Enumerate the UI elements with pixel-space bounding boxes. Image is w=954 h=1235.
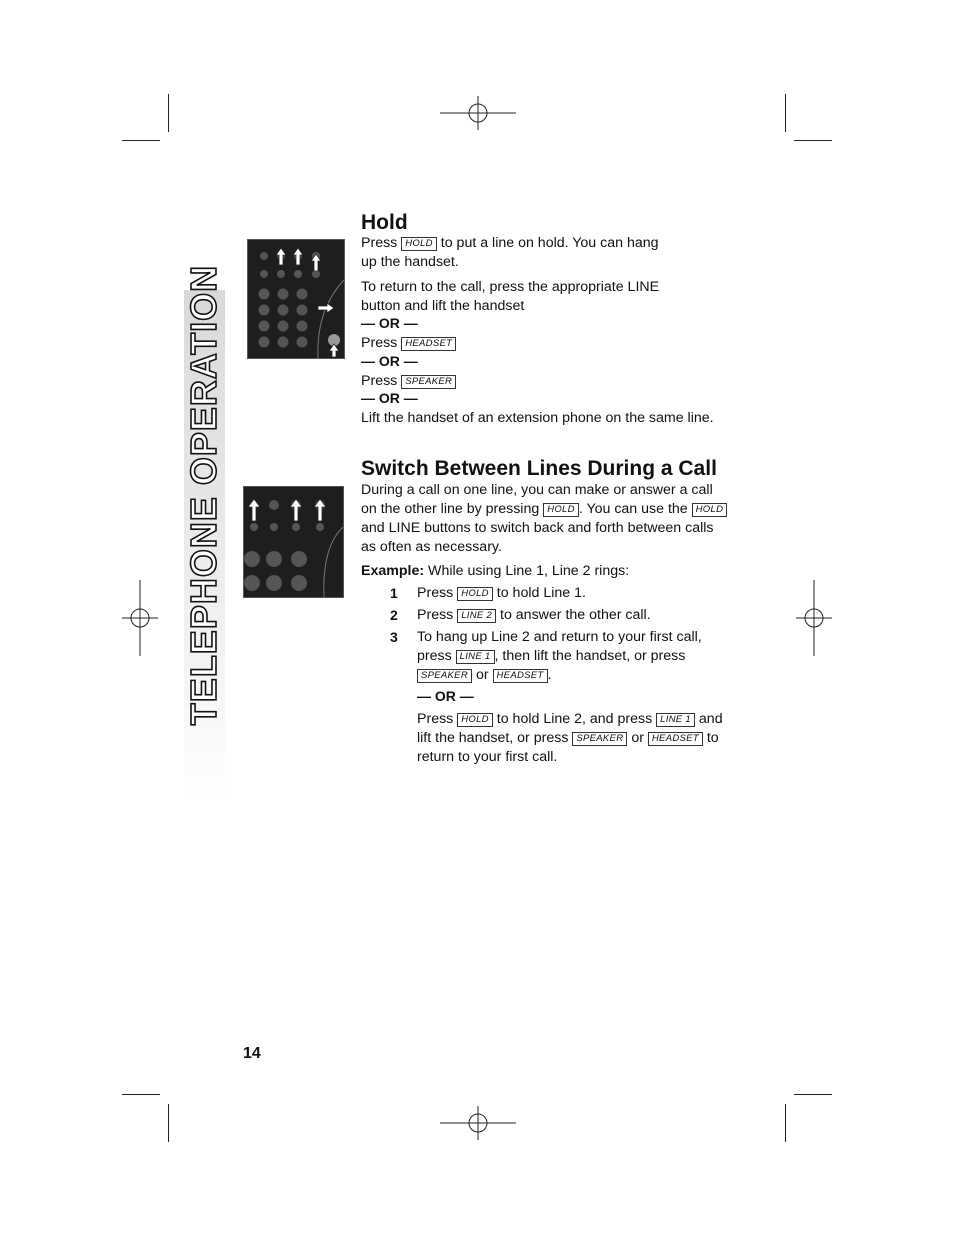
step-3-alternative: Press HOLD to hold Line 2, and press LINE 1 and lift the handset, or press SPEAKER or HEADSET to return to your first call. <box>417 711 723 765</box>
registration-mark-right <box>796 580 832 656</box>
example-label: Example: <box>361 563 425 579</box>
line1-key: LINE 1 <box>456 650 495 664</box>
example-line: Example: While using Line 1, Line 2 rings: <box>361 563 630 579</box>
or-separator: — OR — <box>361 390 418 406</box>
headset-key: HEADSET <box>648 732 703 746</box>
speaker-key: SPEAKER <box>417 669 472 683</box>
or-separator: — OR — <box>361 315 418 331</box>
hold-press-speaker: Press SPEAKER <box>361 372 731 391</box>
registration-mark-top <box>440 96 516 130</box>
registration-mark-bottom <box>440 1106 516 1140</box>
switch-paragraph-1: During a call on one line, you can make or answer a call on the other line by pressing HOLD . You can use the HOLD and LINE buttons to switch back and forth between calls as often as necessary. <box>361 481 731 557</box>
hold-key: HOLD <box>401 237 437 251</box>
crop-mark <box>794 1094 832 1095</box>
speaker-key: SPEAKER <box>572 732 627 746</box>
step-number: 1 <box>390 585 398 601</box>
step-2: Press LINE 2 to answer the other call. <box>417 607 651 623</box>
hold-heading: Hold <box>361 211 408 234</box>
headset-key: HEADSET <box>401 337 456 351</box>
hold-key: HOLD <box>692 503 728 517</box>
line2-key: LINE 2 <box>457 609 496 623</box>
crop-mark <box>785 1104 786 1142</box>
crop-mark <box>122 1094 160 1095</box>
registration-mark-left <box>122 580 158 656</box>
crop-mark <box>168 94 169 132</box>
step-number: 2 <box>390 607 398 623</box>
or-separator: — OR — <box>417 688 474 704</box>
step-3: To hang up Line 2 and return to your first call, press LINE 1 , then lift the handset, or press SPEAKER or HEADSET . <box>417 629 702 683</box>
step-1: Press HOLD to hold Line 1. <box>417 585 586 601</box>
switch-heading: Switch Between Lines During a Call <box>361 457 717 480</box>
side-title: TELEPHONE OPERATION <box>183 264 224 726</box>
step-number: 3 <box>390 629 398 645</box>
hold-press-headset: Press HEADSET <box>361 334 731 353</box>
crop-mark <box>122 140 160 141</box>
or-separator: — OR — <box>361 353 418 369</box>
hold-paragraph-last: Lift the handset of an extension phone on the same line. <box>361 410 714 426</box>
speaker-key: SPEAKER <box>401 375 456 389</box>
hold-key: HOLD <box>543 503 579 517</box>
hold-paragraph-1: Press HOLD to put a line on hold. You can hang up the handset. <box>361 235 659 270</box>
page-number: 14 <box>243 1045 261 1062</box>
keypad-illustration-hold <box>247 239 345 359</box>
keypad-illustration-switch <box>243 486 344 598</box>
hold-key: HOLD <box>457 587 493 601</box>
crop-mark <box>794 140 832 141</box>
line1-key: LINE 1 <box>656 713 695 727</box>
headset-key: HEADSET <box>493 669 548 683</box>
hold-key: HOLD <box>457 713 493 727</box>
crop-mark <box>168 1104 169 1142</box>
hold-paragraph-2: To return to the call, press the appropriate LINE button and lift the handset <box>361 279 660 314</box>
crop-mark <box>785 94 786 132</box>
